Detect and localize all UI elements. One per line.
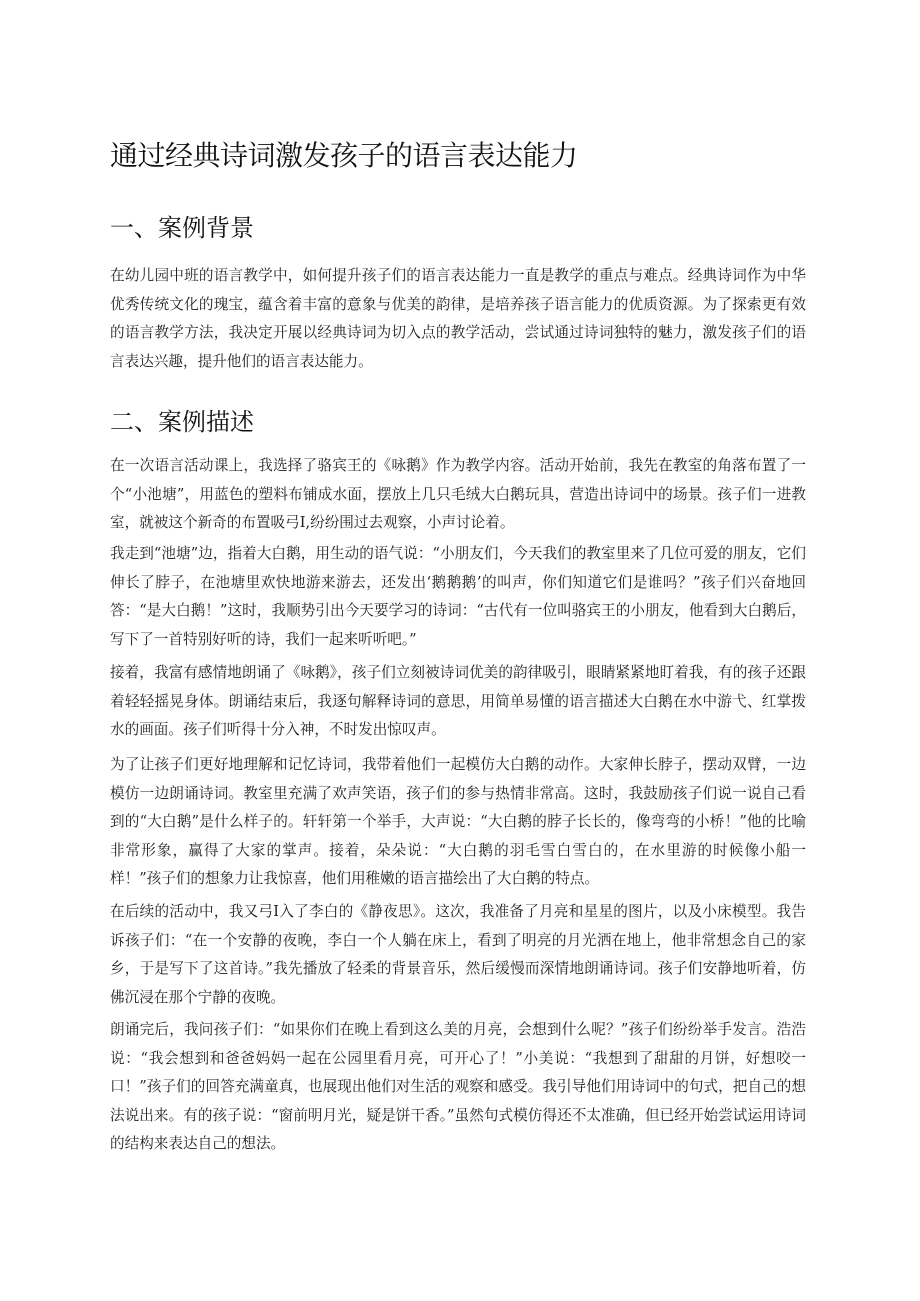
paragraph-description-3: 接着，我富有感情地朗诵了《咏鹅》，孩子们立刻被诗词优美的韵律吸引，眼睛紧紧地盯着我，有的孩子还跟着轻轻摇晃身体。朗诵结束后，我逐句解释诗词的意思，用简单易懂的语言描述大白鹅在水中游弋、红掌拨水的画面。孩子们听得十分入神，不时发出惊叹声。 [110,664,806,739]
paragraph-description-4: 为了让孩子们更好地理解和记忆诗词，我带着他们一起模仿大白鹅的动作。大家伸长脖子，摆动双臂，一边模仿一边朗诵诗词。教室里充满了欢声笑语，孩子们的参与热情非常高。这时，我鼓励孩子们说一说自己看到的“大白鹅”是什么样子的。轩轩第一个举手，大声说：“大白鹅的脖子长长的，像弯弯的小桥！”他的比喻非常形象，赢得了大家的掌声。接着，朵朵说：“大白鹅的羽毛雪白雪白的，在水里游的时候像小船一样！”孩子们的想象力让我惊喜，他们用稚嫩的语言描绘出了大白鹅的特点。 [110,756,806,888]
paragraph-background-1: 在幼儿园中班的语言教学中，如何提升孩子们的语言表达能力一直是教学的重点与难点。经典诗词作为中华优秀传统文化的瑰宝，蕴含着丰富的意象与优美的韵律，是培养孩子语言能力的优质资源。为了探索更有效的语言教学方法，我决定开展以经典诗词为切入点的教学活动，尝试通过诗词独特的魅力，激发孩子们的语言表达兴趣，提升他们的语言表达能力。 [110,267,806,370]
section-heading-background: 一、案例背景 [110,214,254,242]
paragraph-description-6: 朗诵完后，我问孩子们：“如果你们在晚上看到这么美的月亮，会想到什么呢？”孩子们纷纷举手发言。浩浩说：“我会想到和爸爸妈妈一起在公园里看月亮，可开心了！”小美说：“我想到了甜甜的月饼，好想咬一口！”孩子们的回答充满童真，也展现出他们对生活的观察和感受。我引导他们用诗词中的句式，把自己的想法说出来。有的孩子说：“窗前明月光，疑是饼干香。”虽然句式模仿得还不太准确，但已经开始尝试运用诗词的结构来表达自己的想法。 [110,1021,806,1153]
paragraph-description-5: 在后续的活动中，我又弓I入了李白的《静夜思》。这次，我准备了月亮和星星的图片，以及小床模型。我告诉孩子们：“在一个安静的夜晚，李白一个人躺在床上，看到了明亮的月光洒在地上，他非常想念自己的家乡，于是写下了这首诗。”我先播放了轻柔的背景音乐，然后缓慢而深情地朗诵诗词。孩子们安静地听着，仿佛沉浸在那个宁静的夜晚。 [110,903,806,1006]
section-heading-description: 二、案例描述 [110,408,254,436]
paragraph-description-1: 在一次语言活动课上，我选择了骆宾王的《咏鹅》作为教学内容。活动开始前，我先在教室的角落布置了一个“小池塘”，用蓝色的塑料布铺成水面，摆放上几只毛绒大白鹅玩具，营造出诗词中的场景。孩子们一进教室，就被这个新奇的布置吸弓I,纷纷围过去观察，小声讨论着。 [110,457,806,532]
document-title: 通过经典诗词激发孩子的语言表达能力 [110,139,578,172]
paragraph-description-2: 我走到“池塘”边，指着大白鹅，用生动的语气说：“小朋友们，今天我们的教室里来了几位可爱的朋友，它们伸长了脖子，在池塘里欢快地游来游去，还发出‘鹅鹅鹅’的叫声，你们知道它们是谁吗？”孩子们兴奋地回答：“是大白鹅！”这时，我顺势引出今天要学习的诗词：“古代有一位叫骆宾王的小朋友，他看到大白鹅后，写下了一首特别好听的诗，我们一起来听听吧。” [110,545,806,648]
